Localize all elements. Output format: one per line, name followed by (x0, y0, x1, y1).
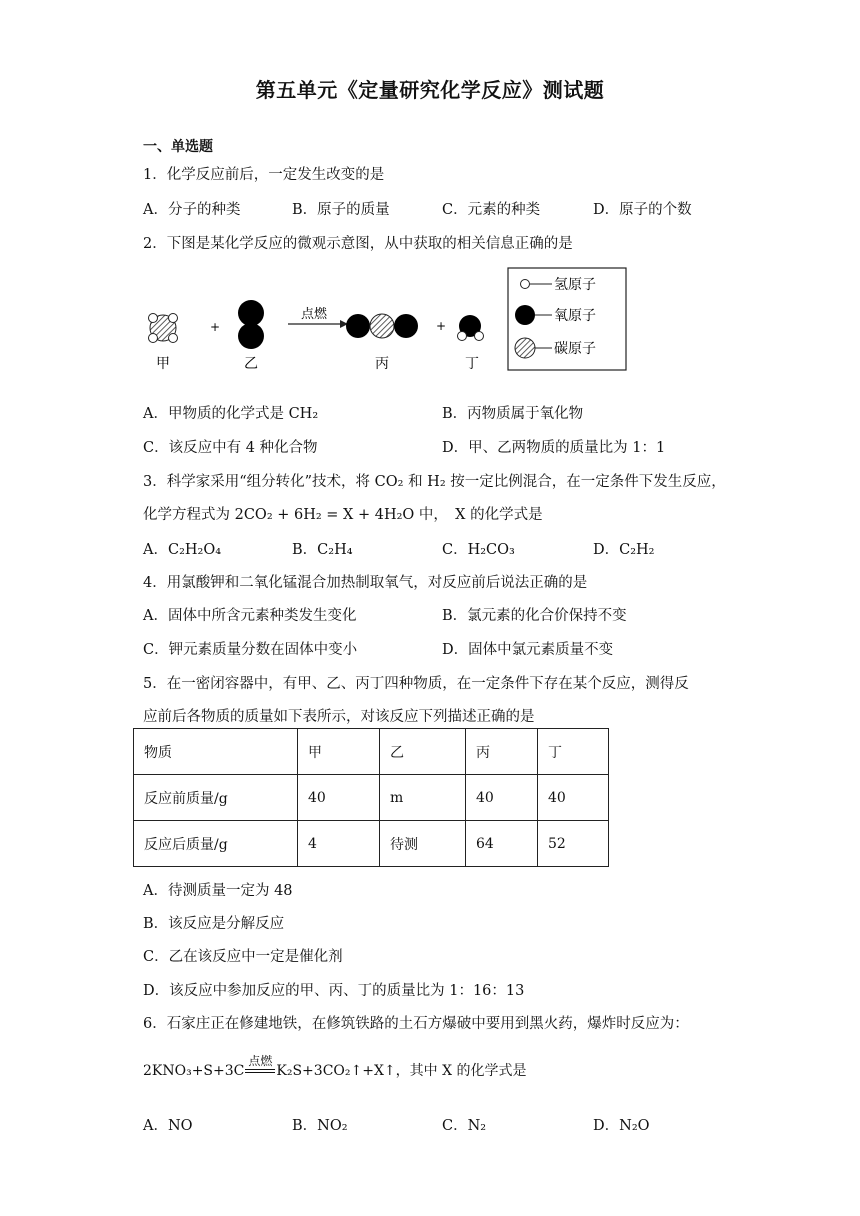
q2-option-b[interactable]: B．丙物质属于氧化物 (442, 406, 584, 422)
q1-option-c[interactable]: C．元素的种类 (442, 202, 541, 218)
table-cell: 40 (298, 775, 380, 821)
table-row (134, 775, 609, 821)
molecule-jia (149, 314, 178, 343)
question-5-stem-line2: 应前后各物质的质量如下表所示，对该反应下列描述正确的是 (143, 709, 535, 725)
question-5-stem-line1: 5．在一密闭容器中，有甲、乙、丙丁四种物质，在一定条件下存在某个反应，测得反 (143, 676, 689, 692)
q3-option-b[interactable]: B．C₂H₄ (292, 542, 353, 558)
label-ding: 丁 (465, 356, 479, 372)
q5-option-d[interactable]: D．该反应中参加反应的甲、丙、丁的质量比为 1：16：13 (143, 983, 525, 999)
q4-option-c[interactable]: C．钾元素质量分数在固体中变小 (143, 642, 358, 658)
question-6-stem: 6．石家庄正在修建地铁，在修筑铁路的土石方爆破中要用到黑火药，爆炸时反应为： (143, 1016, 689, 1032)
question-2-stem: 2．下图是某化学反应的微观示意图，从中获取的相关信息正确的是 (143, 236, 573, 252)
q5-option-b[interactable]: B．该反应是分解反应 (143, 916, 285, 932)
legend-hydrogen: 氢原子 (554, 277, 596, 293)
table-row (134, 821, 609, 867)
equation-condition (245, 1054, 275, 1080)
plus-sign-1: + (210, 320, 221, 334)
question-4-stem: 4．用氯酸钾和二氧化锰混合加热制取氧气，对反应前后说法正确的是 (143, 575, 588, 591)
q4-option-b[interactable]: B．氯元素的化合价保持不变 (442, 608, 627, 624)
molecule-ding (458, 315, 484, 341)
q6-option-b[interactable]: B．NO₂ (292, 1118, 348, 1134)
q6-option-c[interactable]: C．N₂ (442, 1118, 487, 1134)
equation-tail: ，其中 X 的化学式是 (395, 1063, 527, 1079)
equation-right: K₂S+3CO₂↑+X↑ (276, 1063, 396, 1079)
table-cell: 反应后质量/g (134, 821, 298, 867)
q2-option-d[interactable]: D．甲、乙两物质的质量比为 1：1 (442, 440, 666, 456)
q5-option-c[interactable]: C．乙在该反应中一定是催化剂 (143, 949, 343, 965)
reaction-diagram (140, 266, 640, 378)
legend-carbon: 碳原子 (554, 341, 596, 357)
label-yi: 乙 (244, 356, 258, 372)
table-cell: 待测 (380, 821, 466, 867)
legend-oxygen: 氧原子 (554, 308, 596, 324)
equation-condition-label: 点燃 (248, 1054, 273, 1068)
mass-table (133, 728, 609, 867)
q5-option-a[interactable]: A．待测质量一定为 48 (143, 883, 293, 899)
table-cell: 64 (466, 821, 538, 867)
molecule-bing (346, 314, 418, 338)
plus-sign-2: + (436, 319, 447, 333)
q1-option-d[interactable]: D．原子的个数 (593, 202, 692, 218)
arrow-label: 点燃 (301, 307, 328, 322)
q6-option-a[interactable]: A．NO (143, 1118, 193, 1134)
question-3-stem-line1: 3．科学家采用“组分转化”技术，将 CO₂ 和 H₂ 按一定比例混合，在一定条件下发生反应， (143, 474, 726, 490)
table-cell: m (380, 775, 466, 821)
molecule-yi (238, 300, 264, 349)
label-jia: 甲 (156, 356, 170, 372)
q1-option-b[interactable]: B．原子的质量 (292, 202, 390, 218)
table-cell: 40 (466, 775, 538, 821)
equation-left: 2KNO₃+S+3C (143, 1063, 245, 1079)
table-cell: 甲 (298, 729, 380, 775)
section-heading: 一、单选题 (143, 139, 213, 155)
q4-option-d[interactable]: D．固体中氯元素质量不变 (442, 642, 614, 658)
q2-option-c[interactable]: C．该反应中有 4 种化合物 (143, 440, 318, 456)
q3-option-d[interactable]: D．C₂H₂ (593, 542, 655, 558)
table-cell: 反应前质量/g (134, 775, 298, 821)
diagram-legend (508, 268, 626, 370)
table-cell: 52 (538, 821, 609, 867)
table-cell: 物质 (134, 729, 298, 775)
table-cell: 乙 (380, 729, 466, 775)
q1-option-a[interactable]: A．分子的种类 (143, 202, 241, 218)
table-cell: 40 (538, 775, 609, 821)
q6-option-d[interactable]: D．N₂O (593, 1118, 650, 1134)
question-3-stem-line2: 化学方程式为 2CO₂ + 6H₂ = X + 4H₂O 中， X 的化学式是 (143, 507, 543, 523)
table-cell: 丁 (538, 729, 609, 775)
q4-option-a[interactable]: A．固体中所含元素种类发生变化 (143, 608, 357, 624)
q6-equation (143, 1054, 527, 1080)
table-row (134, 729, 609, 775)
q2-option-a[interactable]: A．甲物质的化学式是 CH₂ (143, 406, 319, 422)
question-1-stem: 1．化学反应前后，一定发生改变的是 (143, 167, 385, 183)
label-bing: 丙 (375, 356, 389, 372)
table-cell: 4 (298, 821, 380, 867)
q3-option-c[interactable]: C．H₂CO₃ (442, 542, 515, 558)
table-cell: 丙 (466, 729, 538, 775)
page-title: 第五单元《定量研究化学反应》测试题 (255, 78, 605, 102)
q3-option-a[interactable]: A．C₂H₂O₄ (143, 542, 222, 558)
